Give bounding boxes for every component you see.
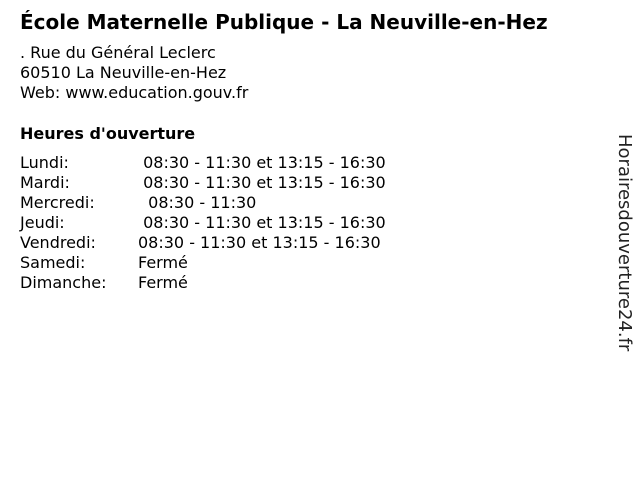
day-label: Jeudi:	[20, 213, 65, 232]
hours-row-sunday	[20, 273, 386, 293]
day-label: Vendredi:	[20, 233, 96, 252]
time-value: 08:30 - 11:30 et 13:15 - 16:30	[138, 173, 386, 192]
day-label: Mercredi:	[20, 193, 95, 212]
hours-row-friday	[20, 233, 386, 253]
time-value: 08:30 - 11:30 et 13:15 - 16:30	[138, 153, 386, 172]
hours-row-monday	[20, 153, 386, 173]
hours-heading: Heures d'ouverture	[20, 124, 196, 143]
opening-hours-table	[20, 153, 386, 293]
time-value: 08:30 - 11:30 et 13:15 - 16:30	[138, 213, 386, 232]
page-title: École Maternelle Publique - La Neuville-en-Hez	[20, 10, 548, 34]
time-value: Fermé	[138, 253, 188, 272]
hours-row-saturday	[20, 253, 386, 273]
day-label: Lundi:	[20, 153, 69, 172]
street-address: . Rue du Général Leclerc	[20, 43, 216, 62]
time-value: 08:30 - 11:30	[138, 193, 257, 212]
hours-row-thursday	[20, 213, 386, 233]
hours-row-tuesday	[20, 173, 386, 193]
time-value: 08:30 - 11:30 et 13:15 - 16:30	[138, 233, 381, 252]
hours-row-wednesday	[20, 193, 386, 213]
time-value: Fermé	[138, 273, 188, 292]
website-text: Web: www.education.gouv.fr	[20, 83, 249, 102]
address-block	[20, 43, 248, 103]
city-address: 60510 La Neuville-en-Hez	[20, 63, 227, 82]
day-label: Mardi:	[20, 173, 70, 192]
day-label: Samedi:	[20, 253, 86, 272]
site-watermark: Horairesdouverture24.fr	[614, 134, 635, 352]
day-label: Dimanche:	[20, 273, 107, 292]
